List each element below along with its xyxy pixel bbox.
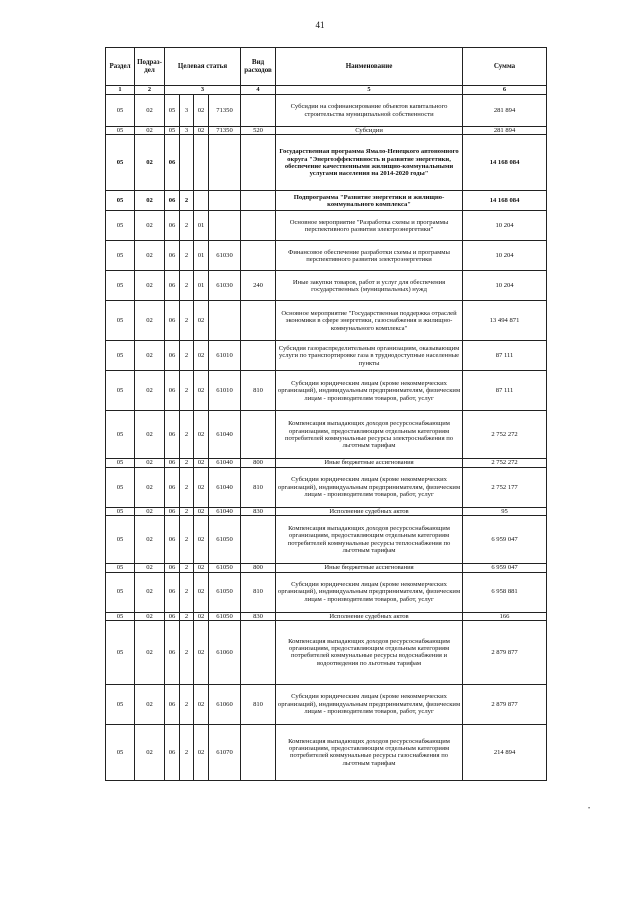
cell-razdel: 05 [106,467,135,507]
cell-podrazdel: 02 [135,191,165,211]
cell-podrazdel: 02 [135,572,165,612]
table-row [106,95,547,127]
table-row [106,564,547,572]
cell-vid [241,241,276,271]
cell-podrazdel: 02 [135,127,165,135]
cell-razdel: 05 [106,135,135,191]
page-number: 41 [315,20,325,30]
cell-subprogram: 2 [180,620,194,684]
cell-program: 06 [165,684,180,724]
cell-podrazdel: 02 [135,620,165,684]
cell-sum: 281 894 [463,127,547,135]
cell-subprogram: 2 [180,211,194,241]
cell-sum: 87 111 [463,341,547,371]
cell-sum: 6 959 047 [463,564,547,572]
cell-name: Субсидии юридическим лицам (кроме некоммерческих организаций), индивидуальным предпринимателям, физическим лицам - производителям товаров, работ, услуг [276,371,463,411]
cell-direction: 61010 [209,371,241,411]
table-row [106,459,547,467]
cell-name: Компенсация выпадающих доходов ресурсоснабжающим организациям, предоставляющим отдельным категориям потребителей коммунальные ресурсы газоснабжения по льготным тарифам [276,724,463,780]
cell-direction: 61040 [209,507,241,515]
cell-name: Иные бюджетные ассигнования [276,564,463,572]
cell-direction [209,211,241,241]
cell-subprogram: 2 [180,507,194,515]
cell-program: 06 [165,507,180,515]
cell-program: 06 [165,572,180,612]
cell-vid [241,135,276,191]
cell-podrazdel: 02 [135,95,165,127]
cell-sum: 166 [463,612,547,620]
cell-name: Субсидии [276,127,463,135]
table-row [106,371,547,411]
cell-subprogram: 2 [180,271,194,301]
col-number: 2 [135,86,165,95]
cell-program: 06 [165,724,180,780]
cell-name: Субсидии юридическим лицам (кроме некоммерческих организаций), индивидуальным предпринимателям, физическим лицам - производителям товаров, работ, услуг [276,467,463,507]
cell-razdel: 05 [106,684,135,724]
cell-razdel: 05 [106,341,135,371]
cell-measure: 02 [194,684,209,724]
cell-sum: 6 959 047 [463,516,547,564]
cell-razdel: 05 [106,301,135,341]
header-naimenovanie: Наименование [276,48,463,86]
cell-sum: 281 894 [463,95,547,127]
cell-measure [194,135,209,191]
cell-vid: 240 [241,271,276,301]
cell-name: Компенсация выпадающих доходов ресурсоснабжающим организациям, предоставляющим отдельным категориям потребителей коммунальные ресурсы электроснабжения по льготным тарифам [276,411,463,459]
cell-measure: 02 [194,516,209,564]
cell-razdel: 05 [106,572,135,612]
cell-vid: 810 [241,371,276,411]
cell-podrazdel: 02 [135,301,165,341]
cell-vid [241,191,276,211]
header-podrazdel: Подраз- дел [135,48,165,86]
cell-subprogram: 2 [180,191,194,211]
cell-measure: 02 [194,564,209,572]
col-number: 1 [106,86,135,95]
cell-program: 06 [165,467,180,507]
cell-razdel: 05 [106,516,135,564]
cell-razdel: 05 [106,191,135,211]
cell-name: Субсидии на софинансирование объектов капитального строительства муниципальной собственности [276,95,463,127]
cell-subprogram: 2 [180,301,194,341]
cell-measure: 02 [194,507,209,515]
cell-subprogram: 2 [180,516,194,564]
cell-razdel: 05 [106,724,135,780]
cell-direction: 61040 [209,459,241,467]
cell-direction [209,191,241,211]
cell-program: 06 [165,301,180,341]
cell-sum: 10 204 [463,271,547,301]
cell-direction: 61040 [209,411,241,459]
cell-vid: 800 [241,459,276,467]
table-row [106,507,547,515]
cell-name: Субсидии юридическим лицам (кроме некоммерческих организаций), индивидуальным предпринимателям, физическим лицам - производителям товаров, работ, услуг [276,684,463,724]
cell-program: 05 [165,95,180,127]
cell-program: 05 [165,127,180,135]
cell-name: Компенсация выпадающих доходов ресурсоснабжающим организациям, предоставляющим отдельным категориям потребителей коммунальные ресурсы теплоснабжения по льготным тарифам [276,516,463,564]
cell-razdel: 05 [106,127,135,135]
table-row [106,301,547,341]
table-row [106,241,547,271]
cell-razdel: 05 [106,459,135,467]
cell-vid: 520 [241,127,276,135]
cell-sum: 2 752 177 [463,467,547,507]
table-row [106,341,547,371]
col-number: 5 [276,86,463,95]
table-row [106,684,547,724]
cell-sum: 95 [463,507,547,515]
col-number: 6 [463,86,547,95]
cell-measure: 02 [194,127,209,135]
cell-vid: 810 [241,684,276,724]
cell-subprogram [180,135,194,191]
cell-measure: 01 [194,241,209,271]
cell-name: Основное мероприятие "Государственная поддержка отраслей экономики в сфере энергетики, газоснабжения и жилищно-коммунального комплекса" [276,301,463,341]
cell-sum: 13 494 871 [463,301,547,341]
cell-program: 06 [165,191,180,211]
cell-program: 06 [165,516,180,564]
cell-measure: 02 [194,620,209,684]
cell-sum: 2 879 877 [463,684,547,724]
cell-razdel: 05 [106,271,135,301]
column-number-row [106,86,547,95]
cell-subprogram: 2 [180,467,194,507]
cell-podrazdel: 02 [135,211,165,241]
cell-direction: 61010 [209,341,241,371]
cell-direction: 61030 [209,271,241,301]
cell-measure: 02 [194,459,209,467]
cell-podrazdel: 02 [135,459,165,467]
cell-vid [241,620,276,684]
cell-subprogram: 2 [180,371,194,411]
cell-direction: 61050 [209,612,241,620]
cell-sum: 10 204 [463,241,547,271]
cell-measure: 02 [194,371,209,411]
cell-name: Государственная программа Ямало-Ненецкого автономного округа "Энергоэффективность и развитие энергетики, обеспечение качественными жилищно-коммунальными услугами населения на 2014-2020 годы" [276,135,463,191]
cell-razdel: 05 [106,564,135,572]
cell-razdel: 05 [106,612,135,620]
cell-podrazdel: 02 [135,612,165,620]
cell-subprogram: 2 [180,564,194,572]
cell-razdel: 05 [106,371,135,411]
cell-name: Иные закупки товаров, работ и услуг для обеспечения государственных (муниципальных) нужд [276,271,463,301]
cell-measure [194,191,209,211]
stray-mark: • [588,806,591,812]
cell-direction: 61070 [209,724,241,780]
cell-name: Компенсация выпадающих доходов ресурсоснабжающим организациям, предоставляющим отдельным категориям потребителей коммунальные ресурсы водоснабжения и водоотведения по льготным тарифам [276,620,463,684]
cell-direction: 61050 [209,572,241,612]
cell-program: 06 [165,459,180,467]
cell-subprogram: 2 [180,341,194,371]
cell-sum: 2 879 877 [463,620,547,684]
cell-name: Иные бюджетные ассигнования [276,459,463,467]
table-row [106,411,547,459]
table-row [106,612,547,620]
cell-measure: 01 [194,211,209,241]
cell-direction: 61050 [209,564,241,572]
cell-program: 06 [165,612,180,620]
cell-direction: 61060 [209,684,241,724]
table-row [106,516,547,564]
cell-vid [241,724,276,780]
cell-direction: 71350 [209,95,241,127]
header-tselevaya-statya: Целевая статья [165,48,241,86]
cell-razdel: 05 [106,507,135,515]
table-row [106,467,547,507]
cell-program: 06 [165,620,180,684]
cell-measure: 02 [194,572,209,612]
cell-name: Субсидия газораспределительным организациям, оказывающим услуги по транспортировке газа в труднодоступные населенные пункты [276,341,463,371]
cell-vid [241,301,276,341]
cell-podrazdel: 02 [135,271,165,301]
table-row [106,620,547,684]
cell-vid: 800 [241,564,276,572]
cell-name: Основное мероприятие "Разработка схемы и программы перспективного развития электроэнергетики" [276,211,463,241]
cell-direction: 61060 [209,620,241,684]
cell-podrazdel: 02 [135,516,165,564]
cell-razdel: 05 [106,241,135,271]
cell-podrazdel: 02 [135,507,165,515]
table-header-row [106,48,547,86]
table-row [106,572,547,612]
cell-name: Исполнение судебных актов [276,612,463,620]
cell-program: 06 [165,341,180,371]
cell-program: 06 [165,241,180,271]
cell-razdel: 05 [106,411,135,459]
cell-name: Финансовое обеспечение разработки схемы и программы перспективного развития электроэнергетики [276,241,463,271]
cell-measure: 02 [194,95,209,127]
cell-direction: 61050 [209,516,241,564]
cell-sum: 14 168 084 [463,135,547,191]
cell-sum: 14 168 084 [463,191,547,211]
cell-vid [241,95,276,127]
header-razdel: Раздел [106,48,135,86]
cell-direction: 71350 [209,127,241,135]
cell-vid: 810 [241,467,276,507]
cell-subprogram: 2 [180,459,194,467]
cell-measure: 02 [194,411,209,459]
cell-podrazdel: 02 [135,724,165,780]
cell-subprogram: 2 [180,241,194,271]
col-number: 3 [165,86,241,95]
cell-podrazdel: 02 [135,241,165,271]
header-summa: Сумма [463,48,547,86]
cell-subprogram: 3 [180,127,194,135]
col-number: 4 [241,86,276,95]
cell-direction [209,301,241,341]
cell-razdel: 05 [106,211,135,241]
cell-subprogram: 2 [180,612,194,620]
table-row [106,127,547,135]
cell-sum: 10 204 [463,211,547,241]
cell-subprogram: 2 [180,572,194,612]
cell-vid [241,516,276,564]
cell-subprogram: 3 [180,95,194,127]
cell-podrazdel: 02 [135,684,165,724]
cell-name: Подпрограмма "Развитие энергетики и жилищно-коммунального комплекса" [276,191,463,211]
cell-sum: 6 958 881 [463,572,547,612]
cell-podrazdel: 02 [135,371,165,411]
cell-name: Субсидии юридическим лицам (кроме некоммерческих организаций), индивидуальным предпринимателям, физическим лицам - производителям товаров, работ, услуг [276,572,463,612]
cell-sum: 87 111 [463,371,547,411]
cell-vid: 830 [241,612,276,620]
cell-vid [241,411,276,459]
cell-subprogram: 2 [180,411,194,459]
cell-podrazdel: 02 [135,341,165,371]
cell-measure: 02 [194,341,209,371]
cell-sum: 2 752 272 [463,459,547,467]
cell-sum: 214 894 [463,724,547,780]
table-row [106,271,547,301]
cell-program: 06 [165,564,180,572]
table-row [106,135,547,191]
cell-sum: 2 752 272 [463,411,547,459]
cell-vid: 810 [241,572,276,612]
cell-podrazdel: 02 [135,135,165,191]
cell-podrazdel: 02 [135,467,165,507]
cell-razdel: 05 [106,95,135,127]
cell-vid [241,211,276,241]
cell-measure: 02 [194,612,209,620]
cell-vid: 830 [241,507,276,515]
cell-measure: 02 [194,724,209,780]
cell-podrazdel: 02 [135,411,165,459]
cell-measure: 02 [194,467,209,507]
cell-direction: 61040 [209,467,241,507]
cell-program: 06 [165,211,180,241]
cell-podrazdel: 02 [135,564,165,572]
header-vid-raskhodov: Вид расходов [241,48,276,86]
cell-razdel: 05 [106,620,135,684]
cell-program: 06 [165,371,180,411]
table-row [106,191,547,211]
cell-direction [209,135,241,191]
cell-program: 06 [165,411,180,459]
cell-measure: 02 [194,301,209,341]
cell-measure: 01 [194,271,209,301]
cell-program: 06 [165,135,180,191]
cell-program: 06 [165,271,180,301]
budget-table [105,47,547,781]
cell-subprogram: 2 [180,684,194,724]
table-body [106,95,547,781]
cell-direction: 61030 [209,241,241,271]
table-row [106,724,547,780]
cell-vid [241,341,276,371]
cell-name: Исполнение судебных актов [276,507,463,515]
table-row [106,211,547,241]
cell-subprogram: 2 [180,724,194,780]
